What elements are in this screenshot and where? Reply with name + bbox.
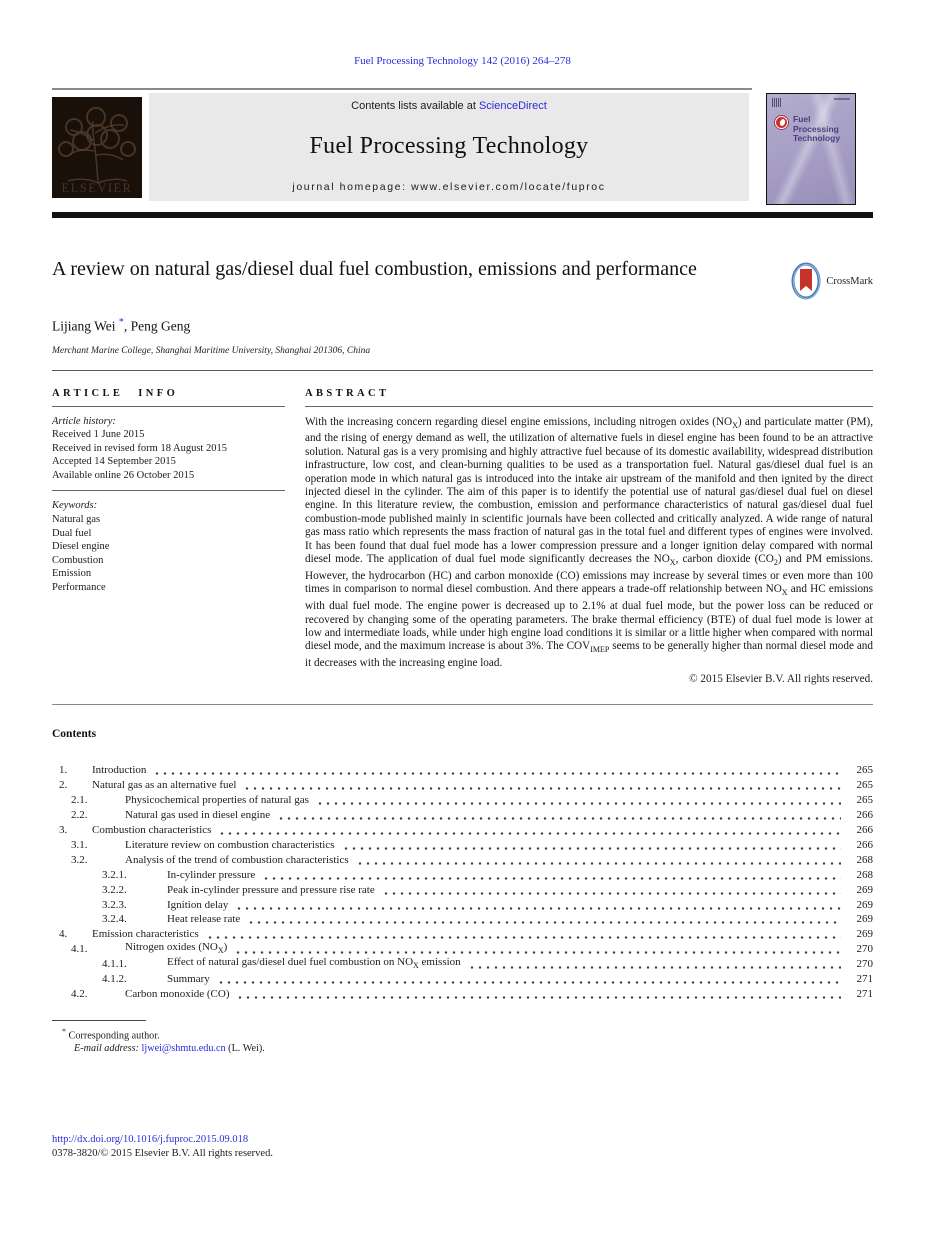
toc-entry[interactable] [52,911,873,926]
toc-entry[interactable] [52,940,873,955]
toc-num: 3.2.3. [102,898,127,911]
email-link[interactable]: ljwei@shmtu.edu.cn [141,1042,226,1054]
corresponding-author-note [52,1026,873,1043]
toc-num: 4.1. [71,943,88,956]
title-divider-rule [52,370,873,371]
toc-entry[interactable] [52,762,873,777]
keywords-block [52,499,285,594]
toc-entry[interactable] [52,970,873,985]
toc-label: Carbon monoxide (CO) [125,987,230,1000]
toc-page-number: 271 [856,972,873,985]
toc-dot-leader [468,959,841,969]
toc-dot-leader [342,840,841,850]
article-history-label: Article history: [52,415,116,427]
article-info-heading: ARTICLE INFO [52,387,179,399]
journal-cover-thumbnail[interactable] [766,93,856,205]
toc-page-number: 269 [856,928,873,941]
toc-entry[interactable] [52,806,873,821]
toc-page-number: 266 [856,809,873,822]
toc-dot-leader [206,929,841,939]
affiliation: Merchant Marine College, Shanghai Maritime University, Shanghai 201306, China [52,345,371,356]
toc-num: 4.1.2. [102,972,127,985]
author-first: Lijiang Wei [52,318,119,334]
toc-dot-leader [382,885,841,895]
cover-title [793,115,840,144]
corresponding-author-footnote [52,1020,873,1055]
toc-label: Heat release rate [167,913,241,926]
contents-top-rule [52,704,873,705]
toc-page-number: 266 [856,838,873,851]
toc-entry[interactable] [52,985,873,1000]
keywords-divider-rule [52,490,285,491]
toc-num: 1. [59,764,68,777]
cover-title-line3: Technology [793,133,841,143]
doi-block [52,1133,273,1160]
toc-num: 3.2.1. [102,868,127,881]
doi-link[interactable]: http://dx.doi.org/10.1016/j.fuproc.2015.09.018 [52,1134,249,1145]
keyword-item: Dual fuel [52,527,92,539]
journal-homepage-link[interactable]: journal homepage: www.elsevier.com/locate/fuproc [292,181,606,193]
elsevier-wordmark: ELSEVIER [61,181,133,195]
toc-num: 3.1. [71,838,88,851]
cover-issue-mark [834,98,850,100]
toc-dot-leader [356,855,841,865]
cover-title-line2: Processing [793,123,839,134]
toc-dot-leader [153,765,841,775]
journal-logo-icon [775,116,788,129]
author-line [52,317,873,335]
header-top-rule [52,88,752,90]
toc-num: 2.2. [71,809,88,822]
toc-page-number: 269 [856,883,873,896]
journal-citation: Fuel Processing Technology 142 (2016) 264–278 [354,55,571,67]
contents-heading: Contents [52,727,97,740]
corresponding-author-asterisk[interactable]: * [118,317,124,328]
author-second: , Peng Geng [123,318,191,334]
toc-dot-leader [262,870,841,880]
toc-label: Summary [167,972,210,985]
header-black-bar [52,212,873,218]
toc-num: 3.2. [71,853,88,866]
toc-num: 4. [59,928,68,941]
toc-entry[interactable] [52,955,873,970]
toc-dot-leader [277,810,841,820]
toc-label: Effect of natural gas/diesel duel fuel combustion on $NO_X$ emission [167,955,461,971]
toc-page-number: 269 [856,898,873,911]
toc-entry[interactable] [52,836,873,851]
toc-entry[interactable] [52,821,873,836]
toc-num: 2. [59,779,68,792]
info-abstract-section [52,388,873,685]
keywords-label: Keywords: [52,500,98,512]
toc-entry[interactable] [52,866,873,881]
keyword-item: Emission [52,568,92,580]
toc-label: Nitrogen oxides $(NO_X)$ [125,940,228,956]
cover-title-line1: Fuel [793,114,811,124]
toc-num: 3.2.4. [102,913,127,926]
footnote-rule [52,1020,146,1021]
contents-available-line [159,100,739,112]
abstract-copyright: © 2015 Elsevier B.V. All rights reserved. [689,672,873,685]
toc-page-number: 270 [856,943,873,956]
journal-title: Fuel Processing Technology [309,133,589,159]
toc-label: Emission characteristics [92,928,199,941]
article-info-rule [52,406,285,407]
toc-entry[interactable] [52,881,873,896]
email-line [52,1043,873,1056]
toc-page-number: 268 [856,853,873,866]
toc-page-number: 269 [856,913,873,926]
elsevier-logo [52,97,142,198]
toc-page-number: 270 [856,958,873,971]
history-item: Accepted 14 September 2015 [52,456,176,468]
journal-banner [149,93,749,201]
toc-dot-leader [218,825,841,835]
toc-entry[interactable] [52,896,873,911]
toc-label: Natural gas as an alternative fuel [92,779,237,792]
keyword-item: Performance [52,582,106,594]
article-info-column [52,388,285,685]
abstract-text: With the increasing concern regarding diesel engine emissions, including nitrogen oxides $(NO_X)$ and particulate matter (PM), and the rising of energy demand as well, the utilization of alternative fuels in diesel engine has been found to be an attractive solution. Natural gas is a very promising and highly attractive fuel because of its domestic availability, widespread distribution infrastructure, low cost, and clean-burning qualities to be used as a transportation fuel. Natural gas/diesel dual fuel is an operation mode in which natural gas is introduced into the intake air upstream of the manifold and then ignited by the direct injected diesel in the cylinder. The aim of this paper is to identify the potential use of natural gas/diesel dual fuel on diesel engine. In this literature review, the combustion, emission and performance characteristics of natural gas/diesel dual fuel combustion-mode published mainly in scientific journals have been collected and critically analyzed. A wide range of natural gas mass ratio which represents the mass fraction of natural gas in the total fuel and different types of engines were involved. It has been found that dual fuel mode has a lower compression pressure and a longer ignition delay compared with normal diesel mode. The application of dual fuel mode significantly decreases the $NO_X$, carbon dioxide $(CO_2)$ and PM emissions. However, the hydrocarbon (HC) and carbon monoxide (CO) emissions may increase by several times or even more than 100 times in comparison to normal diesel combustion. And there appears a trade-off relationship between $NO_X$ and HC emissions with dual fuel mode. The engine power is decreased up to 2.1% at dual fuel mode, but the power loss can be reduced or recovered by changing some of the operating parameters. The brake thermal efficiency (BTE) of dual fuel mode is lower at low and intermediate loads, while under high engine load conditions it is similar or a little higher when compared with normal diesel mode, and the maximum increase is about 3%. The $COV_{IMEP}$ seems to be generally higher than normal diesel mode and it decreases with the increasing engine load. [305,415,874,670]
history-item: Available online 26 October 2015 [52,469,195,481]
crossmark-label: CrossMark [826,275,873,287]
toc-page-number: 265 [856,764,873,777]
toc-label: Peak in-cylinder pressure and pressure rise rate [167,883,375,896]
toc-page-number: 271 [856,987,873,1000]
toc-num: 4.2. [71,987,88,1000]
contents-available-text: Contents lists available at [351,100,479,112]
toc-label: Physicochemical properties of natural gas [125,794,309,807]
toc-page-number: 265 [856,779,873,792]
keyword-item: Natural gas [52,514,101,526]
journal-header [52,93,873,205]
abstract-column [305,388,873,685]
abstract-heading: ABSTRACT [305,387,390,399]
toc-page-number: 265 [856,794,873,807]
history-item: Received in revised form 18 August 2015 [52,442,227,454]
toc-dot-leader [243,780,841,790]
article-title: A review on natural gas/diesel dual fuel combustion, emissions and performance [52,258,697,280]
email-suffix: (L. Wei). [225,1042,265,1054]
article-history [52,415,285,483]
sciencedirect-link[interactable]: ScienceDirect [478,100,547,112]
toc-dot-leader [316,795,841,805]
toc-entry[interactable] [52,851,873,866]
toc-entry[interactable] [52,791,873,806]
toc-num: 2.1. [71,794,88,807]
history-item: Received 1 June 2015 [52,429,145,441]
toc-entry[interactable] [52,925,873,940]
keyword-item: Diesel engine [52,541,110,553]
crossmark-badge[interactable] [791,262,873,300]
abstract-rule [305,406,873,407]
toc-label: Analysis of the trend of combustion characteristics [125,853,349,866]
toc-entry[interactable] [52,776,873,791]
email-label: E-mail address: [74,1042,139,1054]
toc-num: 3. [59,824,68,837]
toc-label: Natural gas used in diesel engine [125,809,271,822]
toc-dot-leader [217,974,841,984]
toc-num: 4.1.1. [102,958,127,971]
toc-page-number: 268 [856,868,873,881]
toc-dot-leader [235,900,841,910]
toc-page-number: 266 [856,824,873,837]
toc-dot-leader [247,914,841,924]
toc-dot-leader [234,944,841,954]
toc-num: 3.2.2. [102,883,127,896]
toc-label: Introduction [92,764,147,777]
footnote-asterisk: * [62,1026,66,1036]
title-block [52,256,873,300]
issn-copyright-line: 0378-3820/© 2015 Elsevier B.V. All rights reserved. [52,1147,273,1159]
toc-label: In-cylinder pressure [167,868,256,881]
toc-dot-leader [236,989,841,999]
toc-label: Literature review on combustion characteristics [125,838,335,851]
crossmark-icon [791,262,821,300]
toc-label: Ignition delay [167,898,229,911]
toc-list [52,762,873,1000]
keyword-item: Combustion [52,554,104,566]
corresponding-author-text: Corresponding author. [66,1030,160,1042]
cover-barcode [772,98,782,107]
toc-label: Combustion characteristics [92,824,212,837]
